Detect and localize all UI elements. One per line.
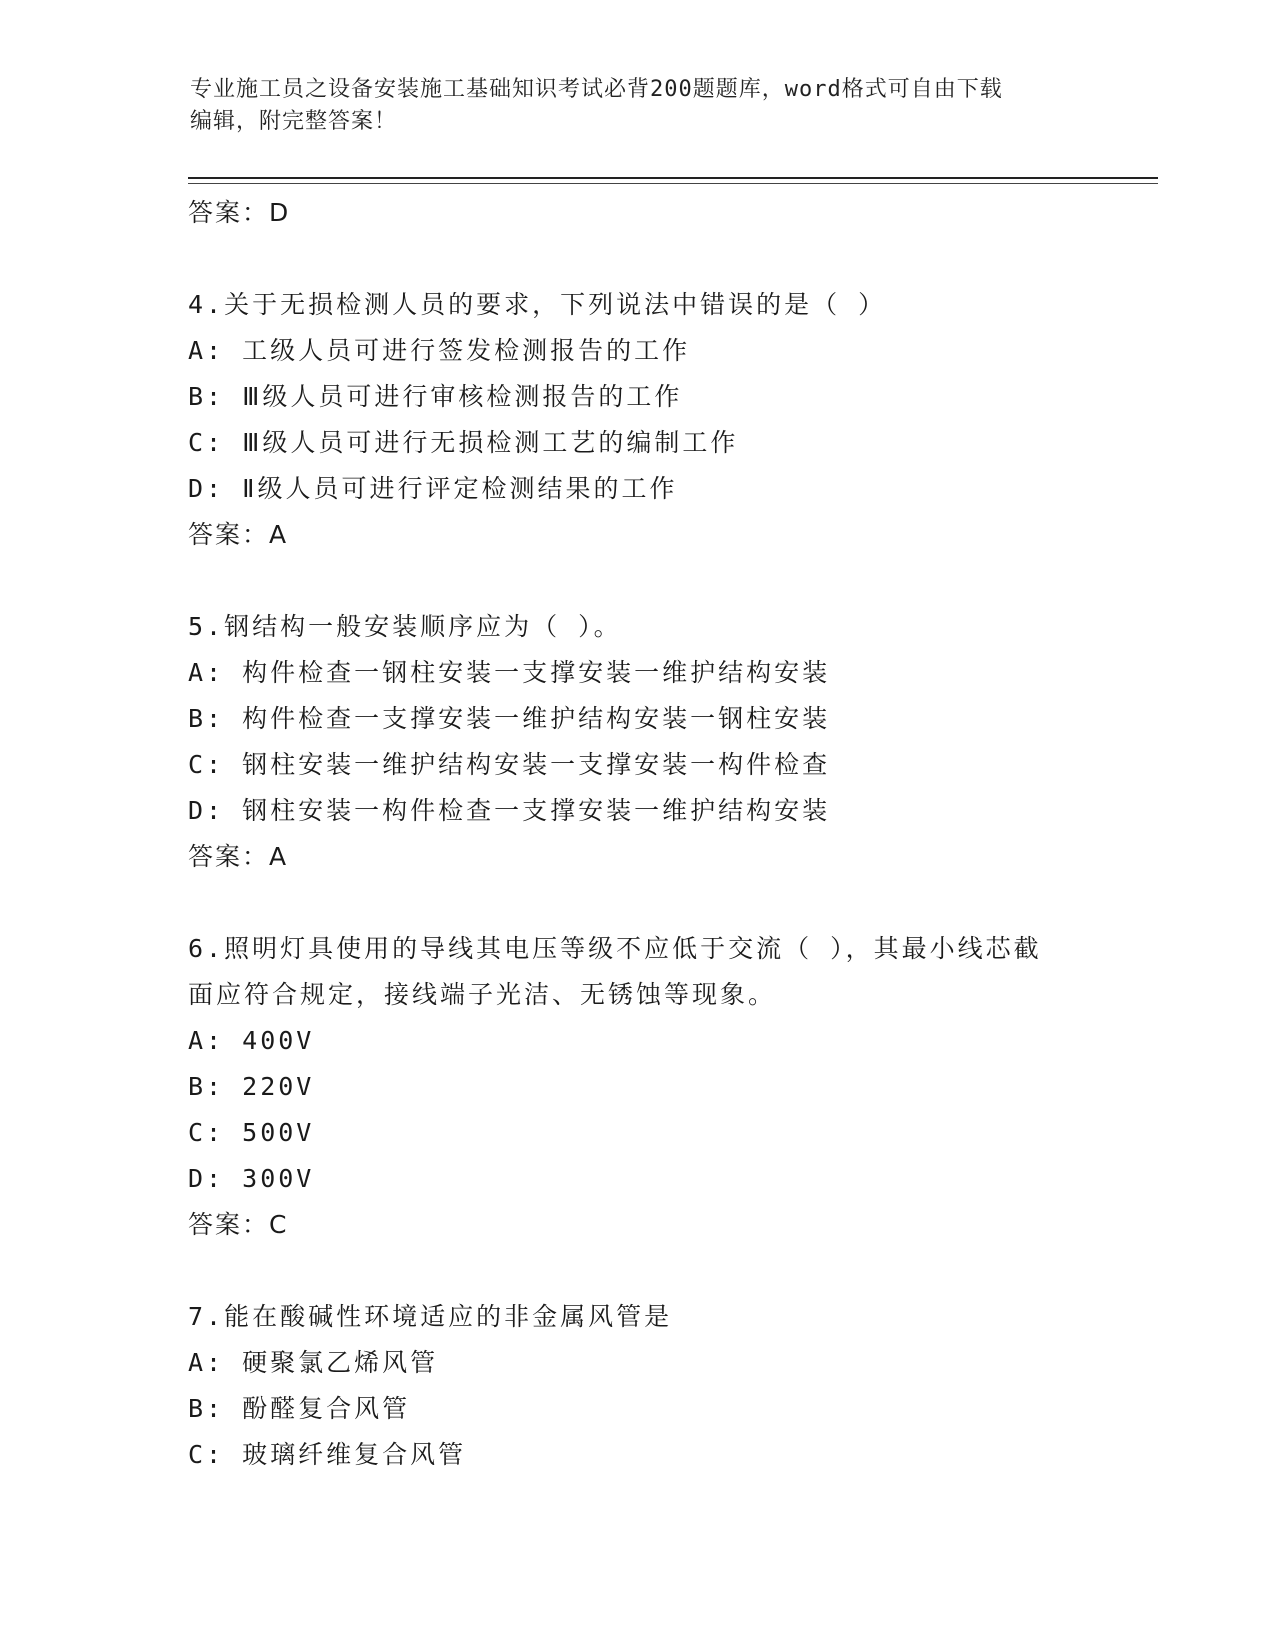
option-c: C: 钢柱安装一维护结构安装一支撑安装一构件检查 (188, 750, 831, 779)
question-stem-line-2: 面应符合规定，接线端子光洁、无锈蚀等现象。 (188, 980, 777, 1009)
document-header (190, 74, 1090, 138)
option-d: D: 钢柱安装一构件检查一支撑安装一维护结构安装 (188, 796, 831, 825)
header-line-1: 专业施工员之设备安装施工基础知识考试必背200题题库，word格式可自由下载 (190, 77, 1003, 102)
header-divider-thick (188, 177, 1158, 179)
question-stem: 5.钢结构一般安装顺序应为（ ）。 (188, 612, 622, 641)
answer: 答案：A (188, 520, 289, 549)
option-c: C: Ⅲ级人员可进行无损检测工艺的编制工作 (188, 428, 739, 457)
answer-q3: 答案：D (188, 198, 291, 227)
spacer (188, 1248, 1148, 1294)
question-list (188, 190, 1148, 1478)
option-d: D: 300V (188, 1164, 315, 1193)
option-b: B: Ⅲ级人员可进行审核检测报告的工作 (188, 382, 683, 411)
question-6 (188, 926, 1148, 1248)
header-line-2: 编辑，附完整答案！ (190, 109, 398, 134)
option-b: B: 酚醛复合风管 (188, 1394, 411, 1423)
spacer (188, 880, 1148, 926)
question-stem-line-1: 6.照明灯具使用的导线其电压等级不应低于交流（ ），其最小线芯截 (188, 934, 1042, 963)
header-divider-thin (188, 183, 1158, 184)
question-7 (188, 1294, 1148, 1478)
question-4 (188, 282, 1148, 558)
option-d: D: Ⅱ级人员可进行评定检测结果的工作 (188, 474, 678, 503)
option-c: C: 玻璃纤维复合风管 (188, 1440, 467, 1469)
option-b: B: 构件检查一支撑安装一维护结构安装一钢柱安装 (188, 704, 831, 733)
option-a: A: 工级人员可进行签发检测报告的工作 (188, 336, 691, 365)
option-c: C: 500V (188, 1118, 315, 1147)
option-b: B: 220V (188, 1072, 315, 1101)
option-a: A: 400V (188, 1026, 315, 1055)
option-a: A: 构件检查一钢柱安装一支撑安装一维护结构安装 (188, 658, 831, 687)
answer: 答案：C (188, 1210, 289, 1239)
answer: 答案：A (188, 842, 289, 871)
spacer (188, 558, 1148, 604)
spacer (188, 236, 1148, 282)
question-stem: 7.能在酸碱性环境适应的非金属风管是 (188, 1302, 673, 1331)
question-5 (188, 604, 1148, 880)
question-stem: 4.关于无损检测人员的要求，下列说法中错误的是（ ） (188, 290, 887, 319)
option-a: A: 硬聚氯乙烯风管 (188, 1348, 439, 1377)
